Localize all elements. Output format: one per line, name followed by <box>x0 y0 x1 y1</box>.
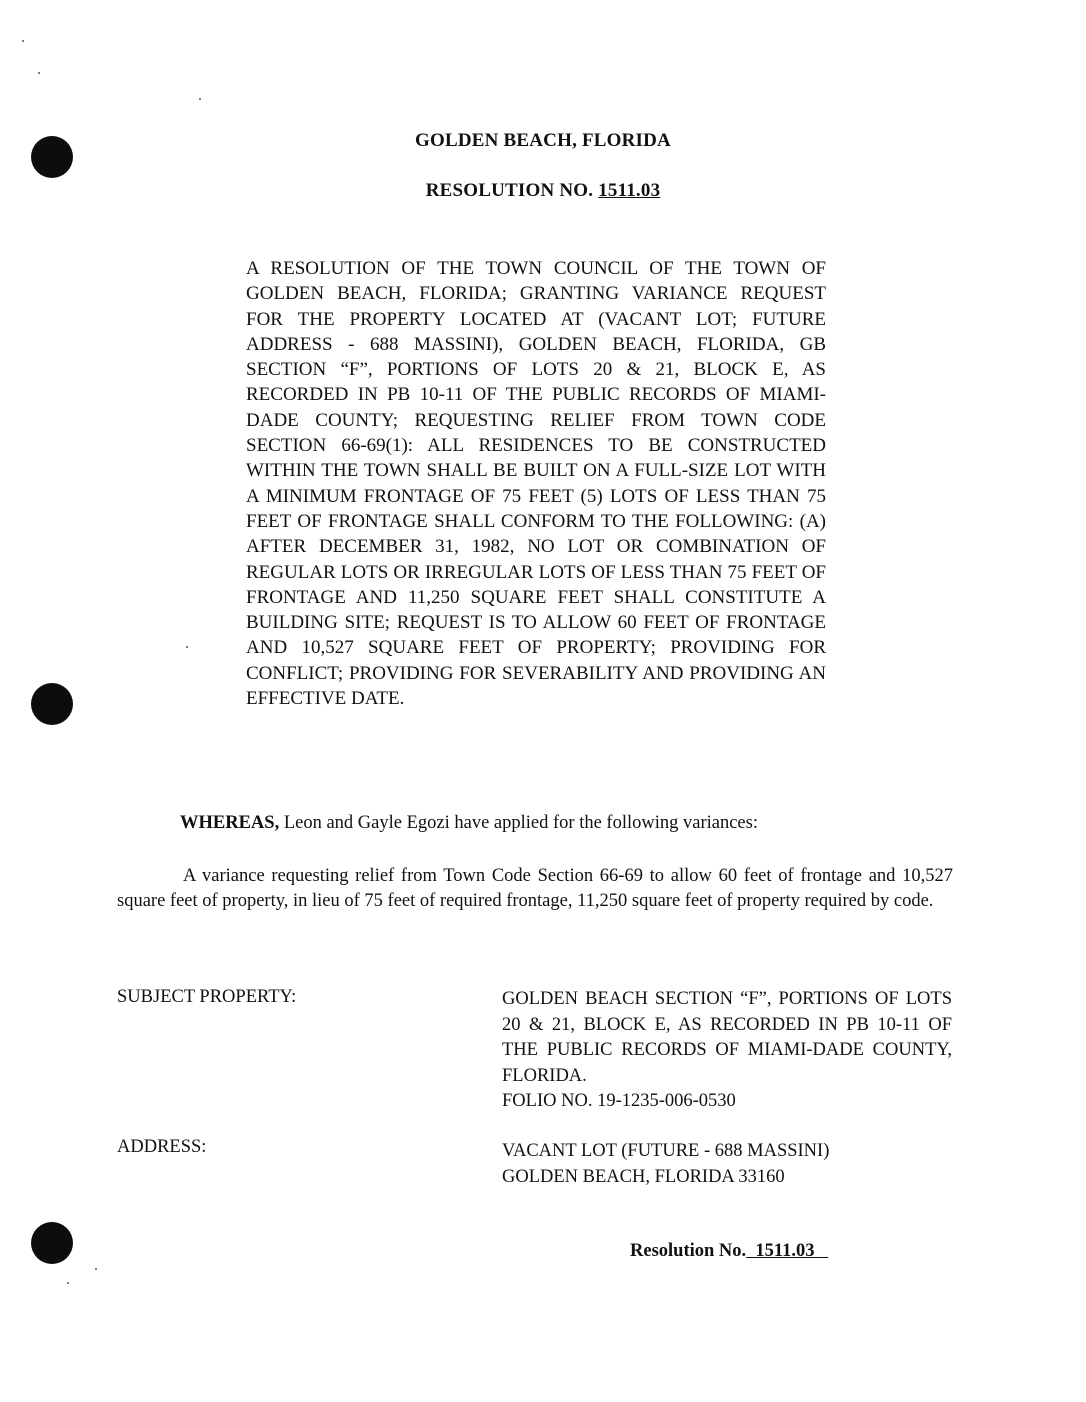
scan-speck <box>38 72 40 74</box>
scan-speck <box>67 1282 69 1284</box>
scan-speck <box>186 646 188 648</box>
address-line-1: VACANT LOT (FUTURE - 688 MASSINI) <box>502 1141 830 1161</box>
footer-number: 1511.03 <box>755 1241 815 1261</box>
whereas-text: Leon and Gayle Egozi have applied for the following variances: <box>283 813 758 833</box>
resolution-abstract: A RESOLUTION OF THE TOWN COUNCIL OF THE TOWN OF GOLDEN BEACH, FLORIDA; GRANTING VARIANCE REQUEST FOR THE PROPERTY LOCATED AT (VACANT LOT; FUTURE ADDRESS - 688 MASSINI), GOLDEN BEACH, FLORIDA, GB SECTION “F”, PORTIONS OF LOTS 20 & 21, BLOCK E, AS RECORDED IN PB 10-11 OF THE PUBLIC RECORDS OF MIAMI-DADE COUNTY; REQUESTING RELIEF FROM TOWN CODE SECTION 66-69(1): ALL RESIDENCES TO BE CONSTRUCTED WITHIN THE TOWN SHALL BE BUILT ON A FULL-SIZE LOT WITH A MINIMUM FRONTAGE OF 75 FEET (5) LOTS OF LESS THAN 75 FEET OF FRONTAGE SHALL CONFORM TO THE FOLLOWING: (A) AFTER DECEMBER 31, 1982, NO LOT OR COMBINATION OF REGULAR LOTS OR IRREGULAR LOTS OF LESS THAN 75 FEET OF FRONTAGE AND 11,250 SQUARE FEET SHALL CONSTITUTE A BUILDING SITE; REQUEST IS TO ALLOW 60 FEET OF FRONTAGE AND 10,527 SQUARE FEET OF PROPERTY; PROVIDING FOR CONFLICT; PROVIDING FOR SEVERABILITY AND PROVIDING AN EFFECTIVE DATE. <box>246 258 826 710</box>
whereas-clause <box>180 813 960 834</box>
footer-resolution-number <box>630 1241 828 1262</box>
address-value <box>502 1139 952 1190</box>
resolution-label: RESOLUTION NO. <box>425 180 594 201</box>
subject-property-label: SUBJECT PROPERTY: <box>117 987 297 1007</box>
scan-speck <box>95 1268 97 1270</box>
address-label: ADDRESS: <box>117 1137 207 1157</box>
punch-hole-bottom <box>31 1222 73 1264</box>
resolution-heading <box>0 180 1086 202</box>
scan-speck <box>199 98 201 100</box>
municipality-heading: GOLDEN BEACH, FLORIDA <box>415 130 671 151</box>
resolution-number: 1511.03 <box>598 180 661 201</box>
footer-label: Resolution No. <box>630 1241 747 1261</box>
whereas-keyword: WHEREAS, <box>180 813 280 833</box>
variance-paragraph: A variance requesting relief from Town Code Section 66-69 to allow 60 feet of frontage and 10,527 square feet of property, in lieu of 75 feet of required frontage, 11,250 square feet of property required by code. <box>117 866 953 911</box>
scan-speck <box>22 40 24 42</box>
subject-property-description: GOLDEN BEACH SECTION “F”, PORTIONS OF LOTS 20 & 21, BLOCK E, AS RECORDED IN PB 10-11 OF THE PUBLIC RECORDS OF MIAMI-DADE COUNTY, FLORIDA. <box>502 989 952 1086</box>
address-line-2: GOLDEN BEACH, FLORIDA 33160 <box>502 1166 785 1187</box>
subject-property-value <box>502 987 952 1115</box>
punch-hole-middle <box>31 683 73 725</box>
folio-number: FOLIO NO. 19-1235-006-0530 <box>502 1091 736 1111</box>
